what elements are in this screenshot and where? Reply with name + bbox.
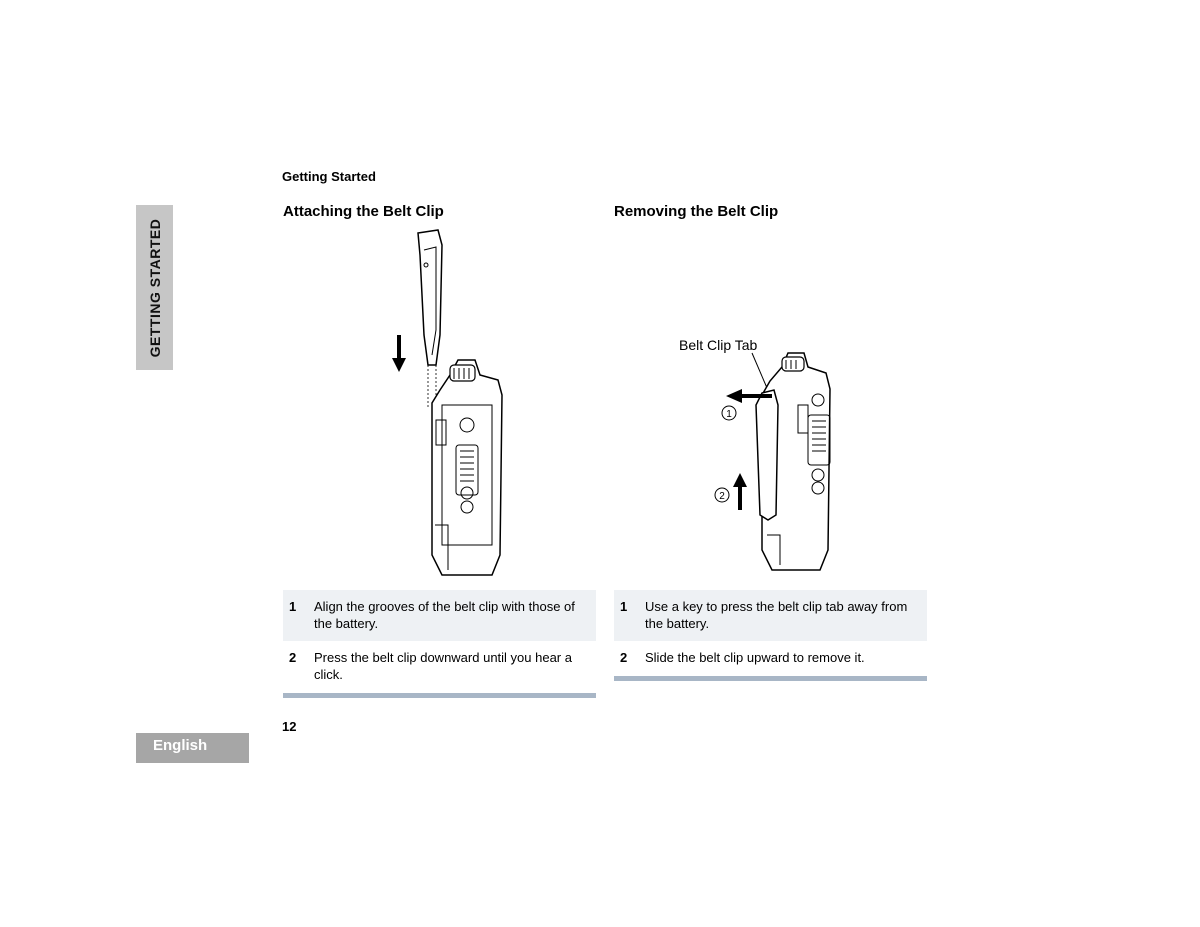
belt-clip-tab-label: Belt Clip Tab (679, 337, 758, 353)
language-tab (136, 733, 249, 763)
attach-step-2-text: Press the belt clip downward until you hear a click. (314, 650, 572, 682)
attach-belt-clip-illustration (380, 225, 520, 580)
remove-steps-bottom-rule (614, 676, 927, 681)
attach-step-1-number: 1 (289, 599, 297, 614)
remove-step-1-text: Use a key to press the belt clip tab away from the battery. (645, 599, 908, 631)
attach-steps-table (283, 590, 596, 698)
attach-step-1-text: Align the grooves of the belt clip with those of the battery. (314, 599, 575, 631)
language-tab-label: English (153, 737, 208, 754)
page-number: 12 (282, 719, 297, 734)
remove-steps-table (614, 590, 927, 681)
remove-step-2-text: Slide the belt clip upward to remove it. (645, 650, 865, 665)
side-section-tab-label: GETTING STARTED (146, 218, 163, 357)
remove-step-2-number: 2 (620, 650, 628, 665)
attach-belt-clip-title: Attaching the Belt Clip (283, 203, 444, 220)
remove-belt-clip-title: Removing the Belt Clip (614, 203, 779, 220)
attach-step-2-number: 2 (289, 650, 297, 665)
remove-step-1-number: 1 (620, 599, 628, 614)
running-header: Getting Started (282, 169, 376, 184)
attach-steps-bottom-rule (283, 693, 596, 698)
remove-belt-clip-illustration (712, 345, 842, 575)
step-marker-2: 2 (719, 491, 725, 502)
remove-step-1 (614, 590, 927, 641)
attach-step-2 (283, 641, 596, 692)
remove-step-2 (614, 641, 927, 675)
side-section-tab (136, 205, 173, 370)
attach-step-1 (283, 590, 596, 641)
step-marker-1: 1 (726, 409, 732, 420)
